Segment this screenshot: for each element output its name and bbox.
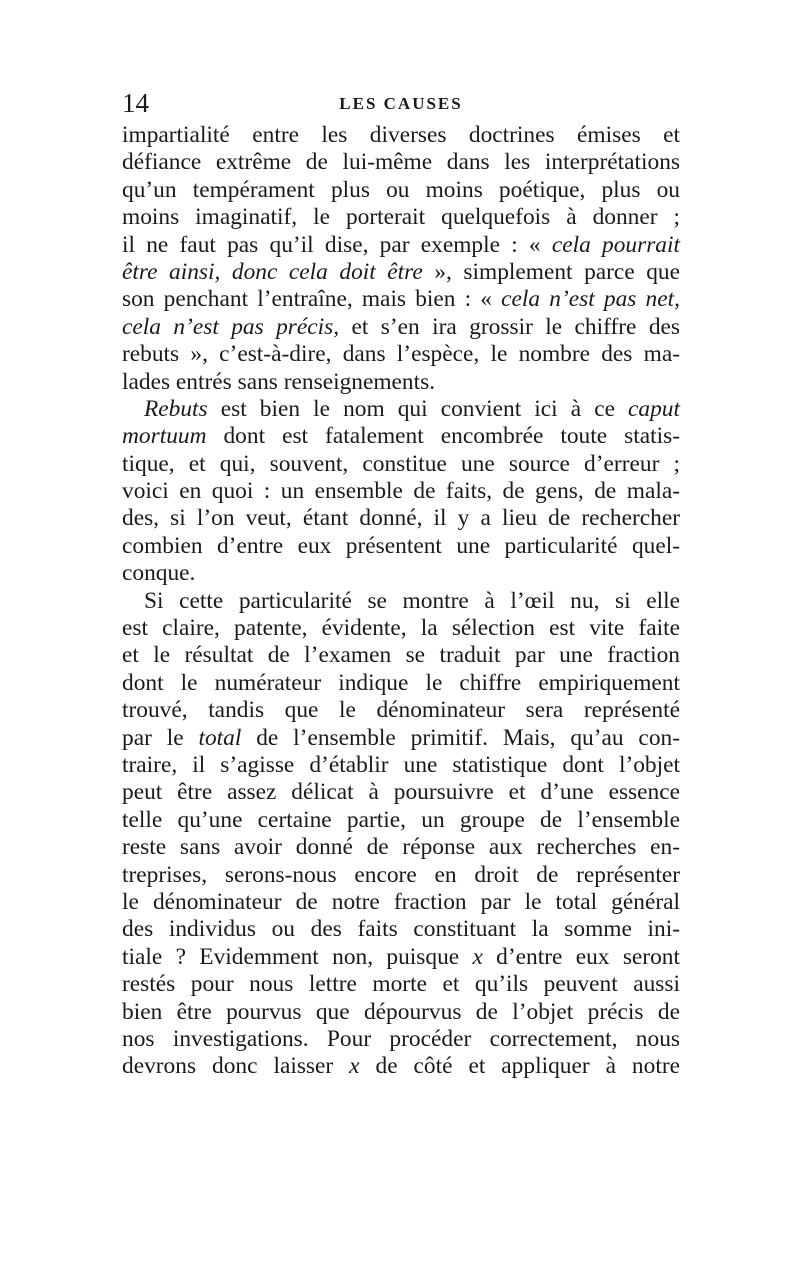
text-line bbox=[122, 314, 680, 341]
text-line bbox=[122, 451, 680, 478]
text-segment: », simplement parce que bbox=[422, 258, 680, 285]
text-line bbox=[122, 971, 680, 998]
text-segment: traire, il s’agisse d’établir une statistique dont l’objet bbox=[122, 751, 680, 778]
text-segment: devrons donc laisser bbox=[122, 1053, 350, 1080]
running-head bbox=[122, 88, 680, 118]
text-segment: rebuts », c’est-à-dire, dans l’espèce, le nombre des ma- bbox=[122, 341, 680, 368]
text-line bbox=[122, 122, 680, 149]
text-segment: des, si l’on veut, étant donné, il y a lieu de rechercher bbox=[122, 505, 680, 532]
text-line bbox=[122, 505, 680, 532]
text-line bbox=[122, 615, 680, 642]
italic-text: cela n’est pas précis, bbox=[122, 313, 340, 340]
text-segment: treprises, serons-nous encore en droit de représenter bbox=[122, 861, 680, 888]
text-line bbox=[122, 807, 680, 834]
text-segment: son penchant l’entraîne, mais bien : « bbox=[122, 286, 502, 313]
text-segment: lades entrés sans renseignements. bbox=[122, 368, 436, 395]
text-line bbox=[122, 642, 680, 669]
text-segment: restés pour nous lettre morte et qu’ils peuvent aussi bbox=[122, 971, 680, 998]
text-line bbox=[122, 697, 680, 724]
text-segment: Si cette particularité se montre à l’œil nu, si elle bbox=[144, 587, 680, 614]
text-line bbox=[122, 369, 680, 396]
text-segment: reste sans avoir donné de réponse aux recherches en- bbox=[122, 834, 680, 861]
text-line bbox=[122, 862, 680, 889]
text-line bbox=[122, 916, 680, 943]
text-segment: de côté et appliquer à notre bbox=[359, 1053, 680, 1080]
text-line bbox=[122, 286, 680, 313]
text-segment: et s’en ira grossir le chiffre des bbox=[339, 313, 680, 340]
text-line bbox=[122, 944, 680, 971]
text-line bbox=[122, 588, 680, 615]
text-segment: bien être pourvus que dépourvus de l’objet précis de bbox=[122, 998, 680, 1025]
text-line bbox=[122, 396, 680, 423]
text-line bbox=[122, 423, 680, 450]
text-segment: telle qu’une certaine partie, un groupe de l’ensemble bbox=[122, 806, 680, 833]
text-line bbox=[122, 999, 680, 1026]
text-line bbox=[122, 533, 680, 560]
text-segment: voici en quoi : un ensemble de faits, de gens, de mala- bbox=[122, 478, 680, 505]
text-segment: dont le numérateur indique le chiffre empiriquement bbox=[122, 669, 680, 696]
text-line bbox=[122, 1026, 680, 1053]
text-line bbox=[122, 889, 680, 916]
italic-text: caput bbox=[628, 395, 680, 422]
text-segment: d’entre eux seront bbox=[482, 943, 680, 970]
text-line bbox=[122, 259, 680, 286]
text-line bbox=[122, 834, 680, 861]
page-number: 14 bbox=[122, 88, 149, 118]
text-segment: dont est fatalement encombrée toute statis- bbox=[206, 423, 680, 450]
italic-text: mortuum bbox=[122, 423, 207, 450]
text-segment: nos investigations. Pour procéder correctement, nous bbox=[122, 1025, 680, 1052]
italic-text: x bbox=[472, 943, 483, 970]
running-title: LES CAUSES bbox=[339, 94, 463, 113]
text-segment: moins imaginatif, le porterait quelquefois à donner ; bbox=[122, 204, 680, 231]
italic-text: Rebuts bbox=[144, 395, 208, 422]
text-segment: le dénominateur de notre fraction par le total général bbox=[122, 888, 680, 915]
text-segment: est bien le nom qui convient ici à ce bbox=[207, 395, 629, 422]
text-line bbox=[122, 204, 680, 231]
text-segment: et le résultat de l’examen se traduit par une fraction bbox=[122, 642, 680, 669]
italic-text: cela pourrait bbox=[551, 231, 680, 258]
text-segment: tique, et qui, souvent, constitue une source d’erreur ; bbox=[122, 450, 680, 477]
italic-text: cela n’est pas net, bbox=[501, 286, 680, 313]
text-line bbox=[122, 670, 680, 697]
text-segment: défiance extrême de lui-même dans les interprétations bbox=[122, 149, 680, 176]
text-segment: est claire, patente, évidente, la sélection est vite faite bbox=[122, 615, 680, 642]
text-segment: des individus ou des faits constituant la somme ini- bbox=[122, 916, 680, 943]
text-segment: peut être assez délicat à poursuivre et d’une essence bbox=[122, 779, 680, 806]
text-line bbox=[122, 725, 680, 752]
text-line bbox=[122, 1053, 680, 1080]
text-line bbox=[122, 232, 680, 259]
text-segment: conque. bbox=[122, 560, 196, 587]
text-line bbox=[122, 560, 680, 587]
text-segment: tiale ? Evidemment non, puisque bbox=[122, 943, 473, 970]
text-line bbox=[122, 149, 680, 176]
text-segment: par le bbox=[122, 724, 199, 751]
text-segment: combien d’entre eux présentent une particularité quel- bbox=[122, 532, 680, 559]
text-line bbox=[122, 177, 680, 204]
text-segment: de l’ensemble primitif. Mais, qu’au con- bbox=[241, 724, 680, 751]
text-segment: il ne faut pas qu’il dise, par exemple : « bbox=[122, 231, 552, 258]
text-segment: qu’un tempérament plus ou moins poétique, plus ou bbox=[122, 176, 680, 203]
italic-text: être ainsi, donc cela doit être bbox=[122, 258, 423, 285]
text-segment: impartialité entre les diverses doctrines émises et bbox=[122, 122, 680, 148]
text-line bbox=[122, 478, 680, 505]
text-line bbox=[122, 752, 680, 779]
italic-text: x bbox=[349, 1053, 360, 1080]
text-line bbox=[122, 779, 680, 806]
text-line bbox=[122, 341, 680, 368]
body-text bbox=[122, 122, 680, 1081]
italic-text: total bbox=[198, 724, 242, 751]
text-segment: trouvé, tandis que le dénominateur sera représenté bbox=[122, 697, 680, 724]
